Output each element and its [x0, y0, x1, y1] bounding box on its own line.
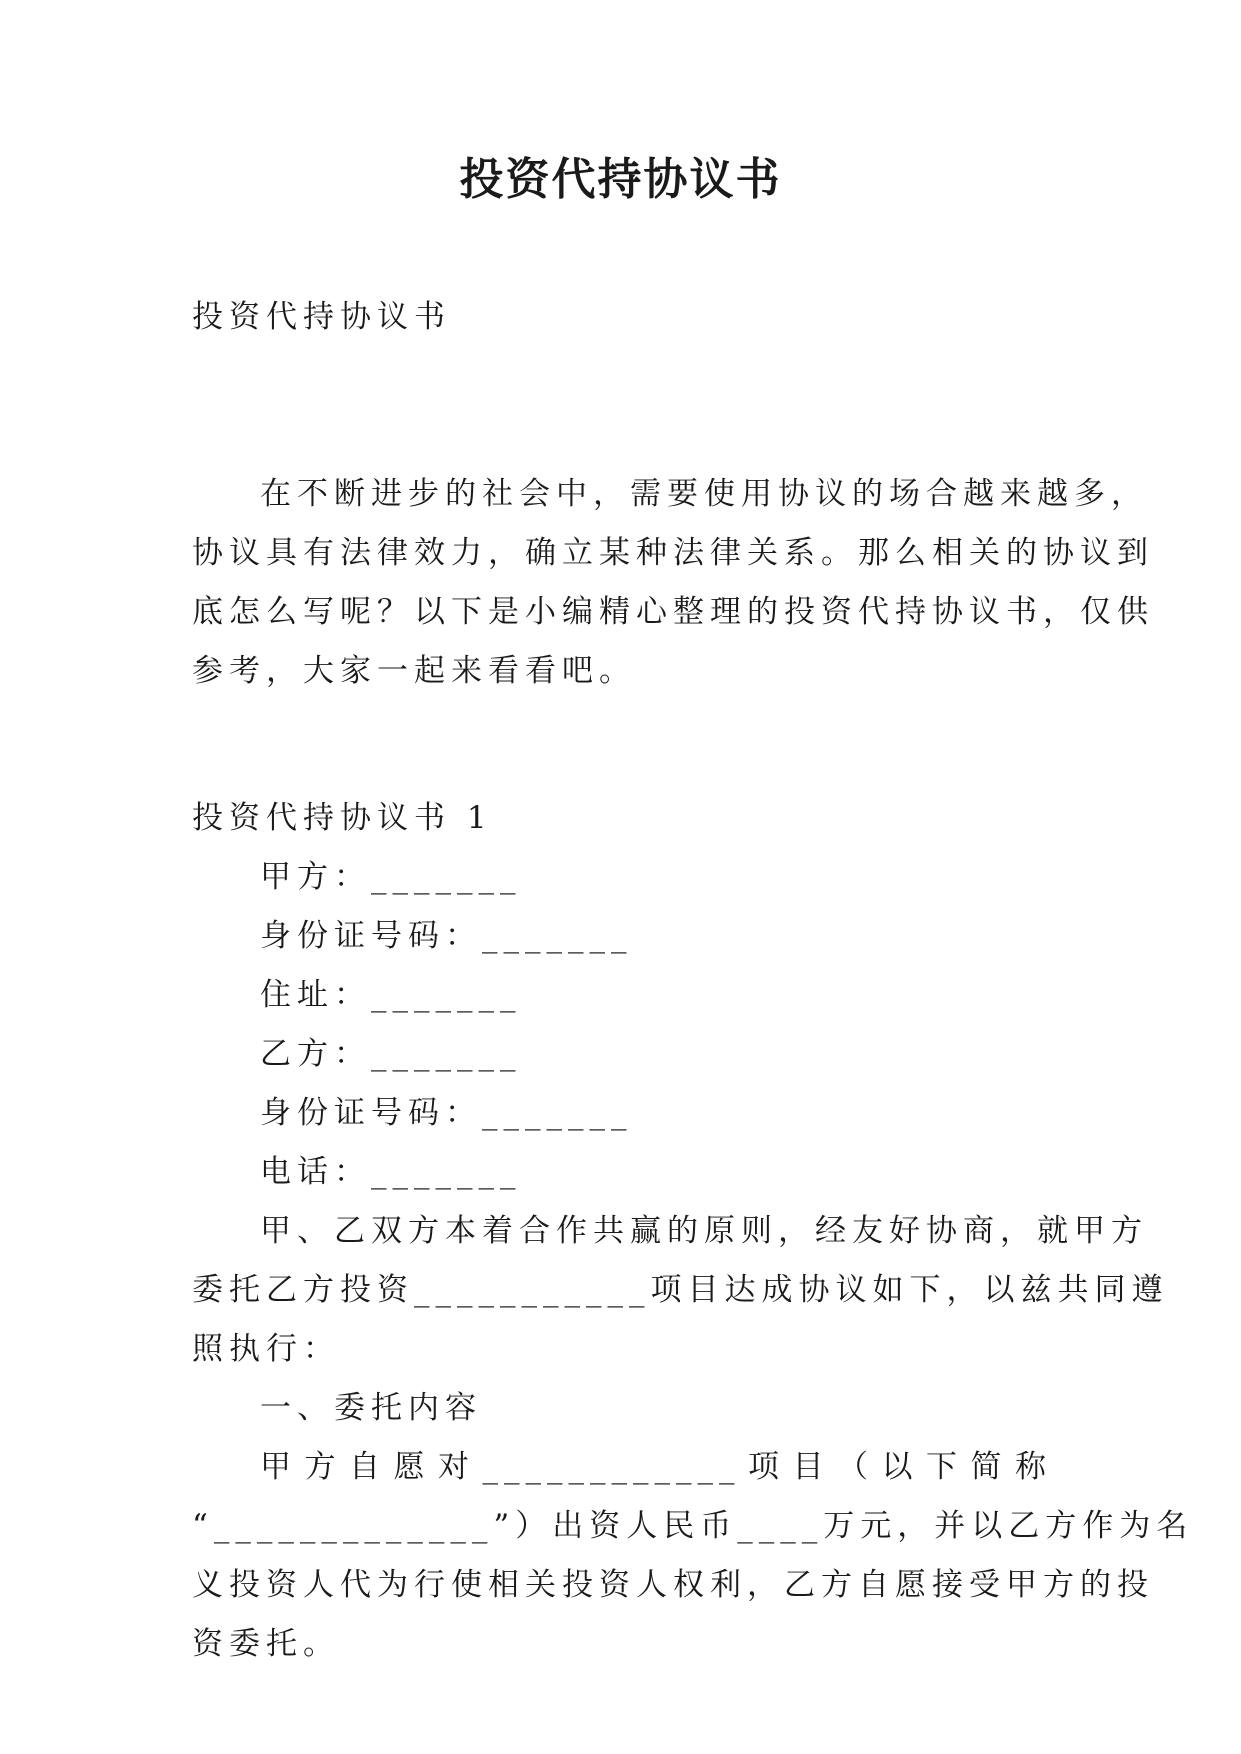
agreement-line: 照执行：: [192, 1331, 340, 1367]
clause-line: 甲方自愿对____________项目（以下简称: [260, 1449, 1052, 1485]
field-id-number-b: 身份证号码：_______: [260, 1095, 633, 1131]
clause-line: 义投资人代为行使相关投资人权利，乙方自愿接受甲方的投: [192, 1567, 1154, 1603]
agreement-paragraph: [192, 1202, 1169, 1379]
spacer: [192, 347, 1052, 465]
document-subtitle: 投资代持协议书: [192, 299, 451, 335]
clause-paragraph: [192, 1438, 1194, 1674]
agreement-line: 甲、乙双方本着合作共赢的原则，经友好协商，就甲方: [260, 1213, 1148, 1249]
intro-line: 底怎么写呢？以下是小编精心整理的投资代持协议书，仅供: [192, 594, 1154, 630]
field-party-b: 乙方：_______: [260, 1036, 522, 1072]
spacer: [192, 701, 1052, 789]
field-party-a: 甲方：_______: [260, 859, 522, 895]
intro-line: 协议具有法律效力，确立某种法律关系。那么相关的协议到: [192, 535, 1154, 571]
intro-line: 在不断进步的社会中，需要使用协议的场合越来越多，: [260, 476, 1148, 512]
document-title: 投资代持协议书: [459, 154, 782, 205]
clause-heading: 一、委托内容: [260, 1390, 482, 1426]
field-phone: 电话：_______: [260, 1154, 522, 1190]
section-title: 投资代持协议书 1: [192, 800, 493, 836]
party-fields: [192, 848, 1052, 1202]
clause-line: 资委托。: [192, 1626, 340, 1662]
field-id-number-a: 身份证号码：_______: [260, 918, 633, 954]
agreement-line: 委托乙方投资___________项目达成协议如下，以兹共同遵: [192, 1272, 1169, 1308]
clause-line: “_____________”）出资人民币____万元，并以乙方作为名: [192, 1508, 1194, 1544]
field-address: 住址：_______: [260, 977, 522, 1013]
document-body: [192, 288, 1194, 1674]
intro-line: 参考，大家一起来看看吧。: [192, 653, 636, 689]
intro-paragraph: [192, 465, 1154, 701]
